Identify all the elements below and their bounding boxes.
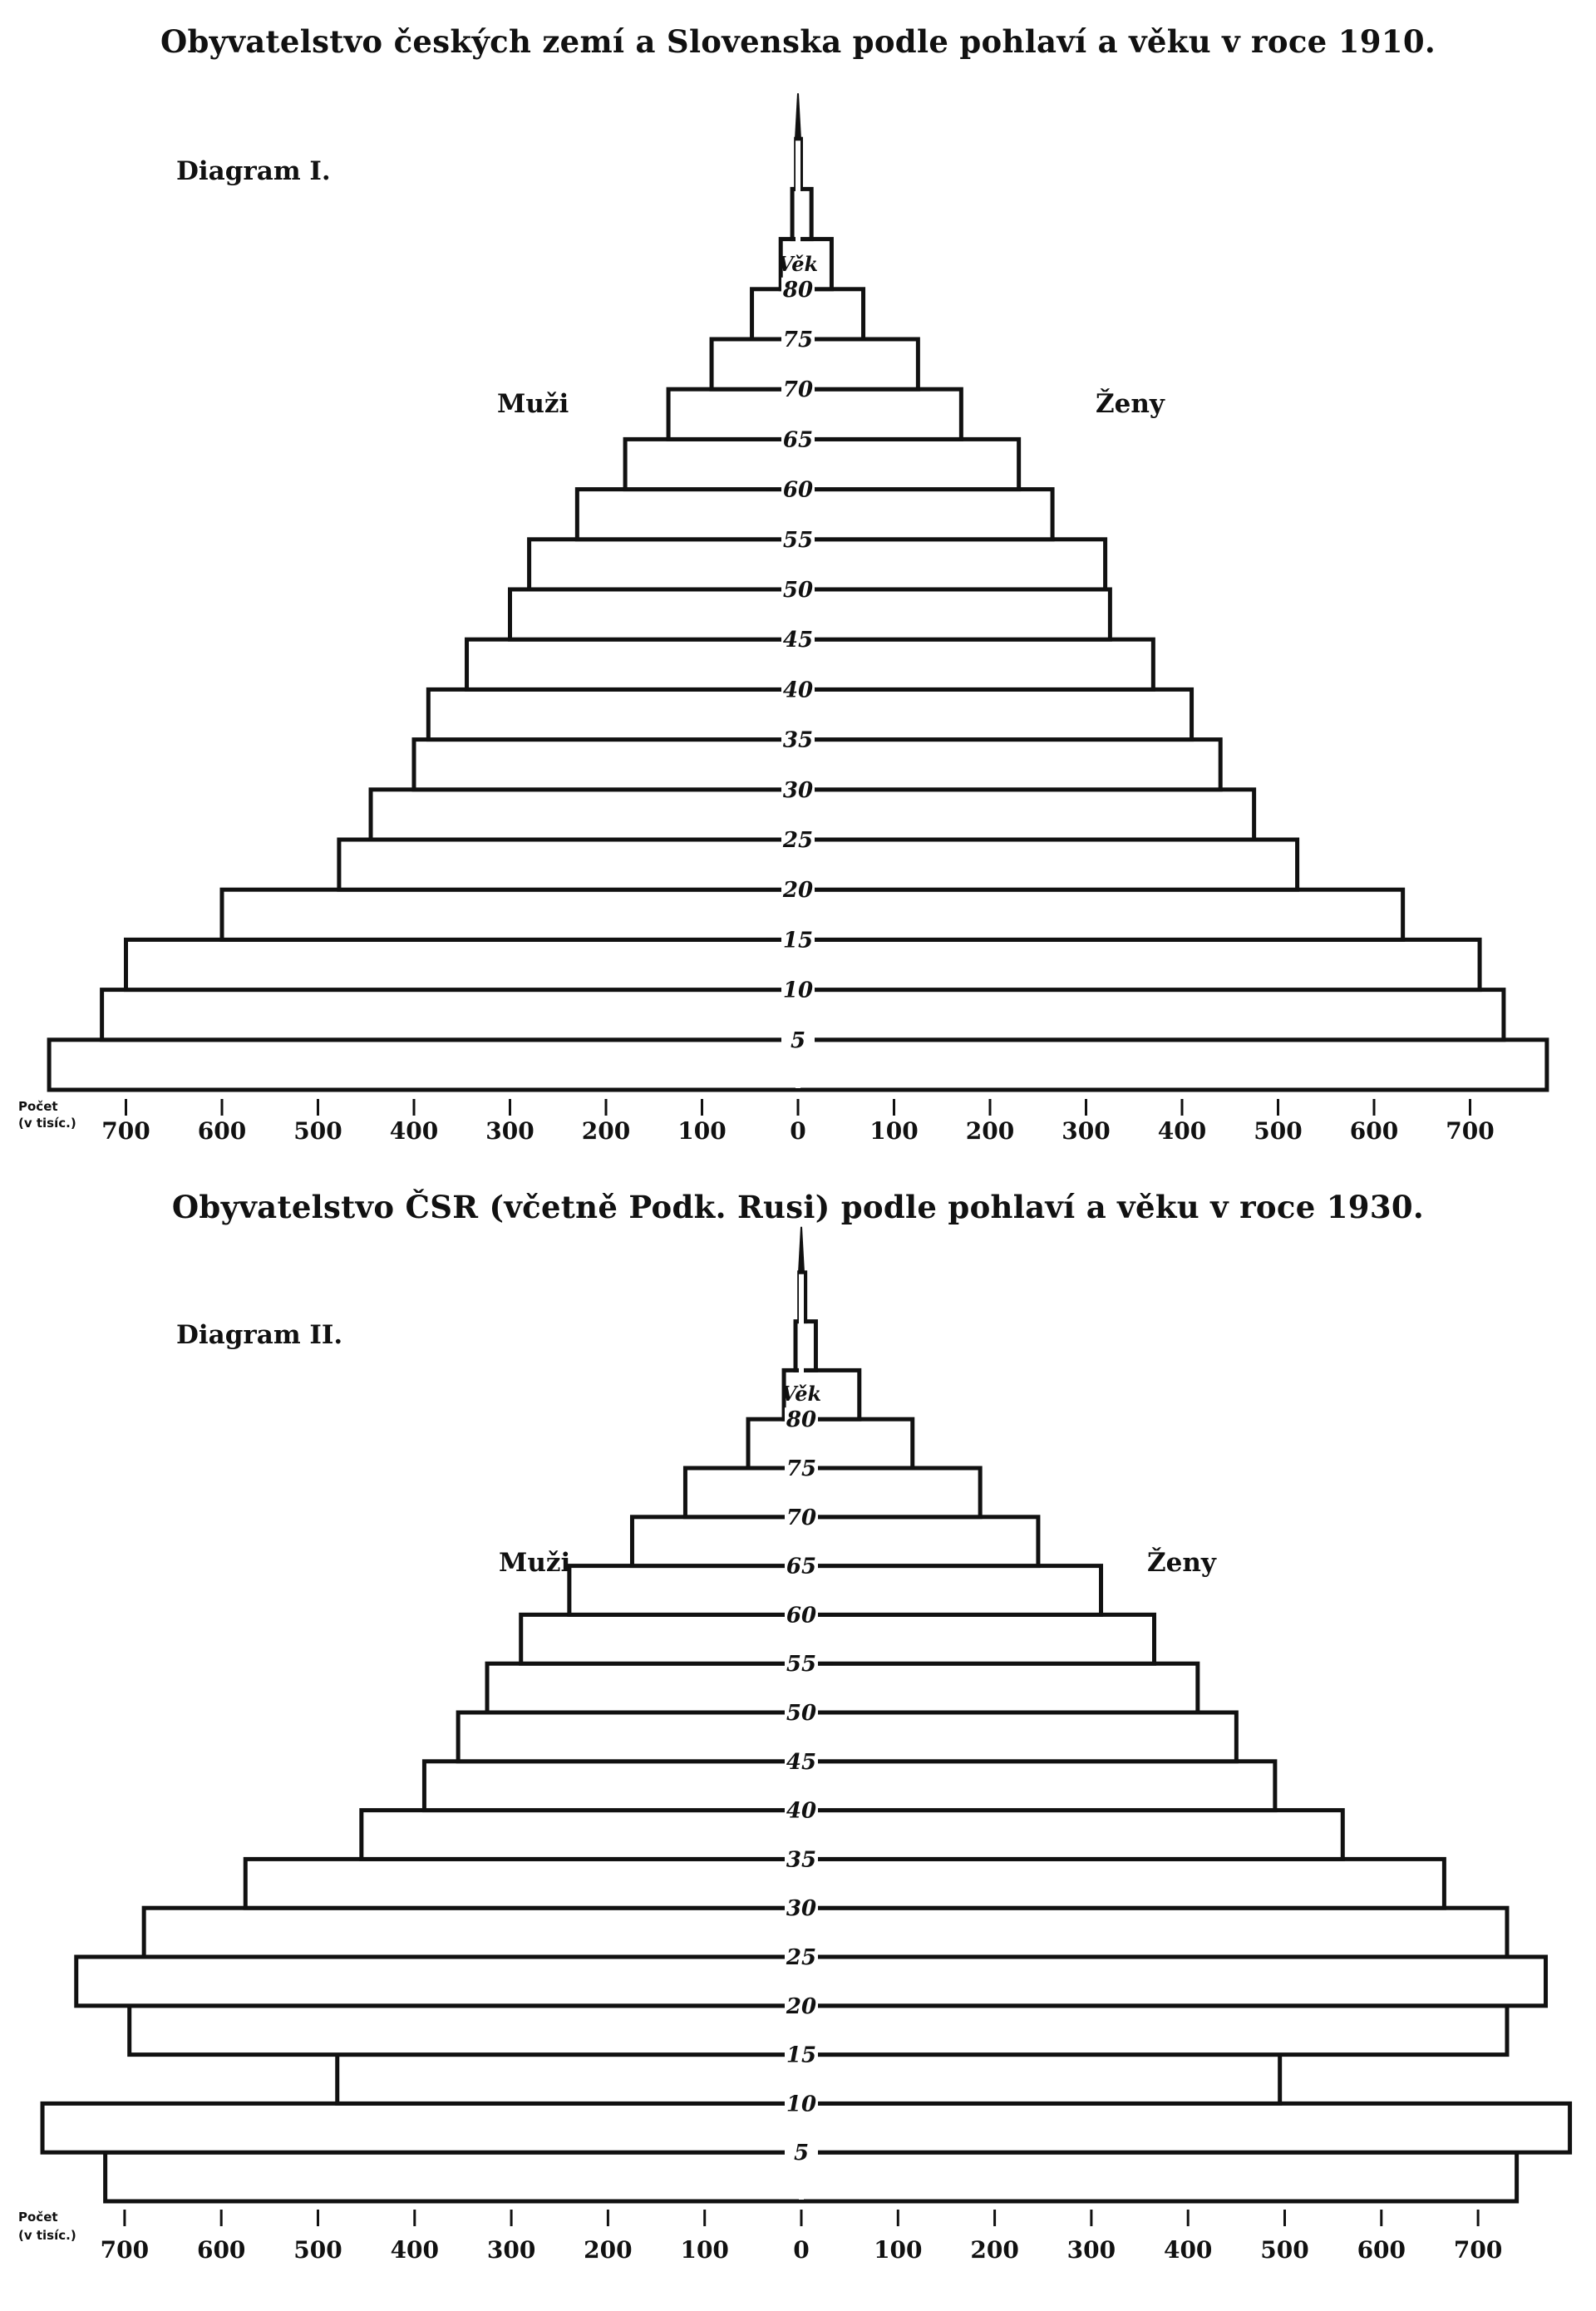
bar-female-35-39 <box>798 689 1192 739</box>
x-axis <box>18 1099 1495 1145</box>
bar-male-65-69 <box>632 1517 801 1566</box>
age-label-45: 45 <box>786 1749 817 1775</box>
bar-female-70-74 <box>801 1468 980 1517</box>
age-label-55: 55 <box>786 1652 817 1678</box>
bar-male-65-69 <box>668 389 798 439</box>
x-tick-label-left-700: 700 <box>101 1117 150 1145</box>
x-tick-label-left-200: 200 <box>581 1117 631 1145</box>
bar-male-50-54 <box>487 1663 801 1712</box>
bar-male-40-44 <box>467 639 798 689</box>
bar-female-40-44 <box>801 1762 1275 1811</box>
bar-female-60-64 <box>798 439 1019 489</box>
bar-male-10-14 <box>337 2055 801 2104</box>
bar-male-40-44 <box>424 1762 801 1811</box>
diagram-label: Diagram I. <box>176 156 331 186</box>
age-label-25: 25 <box>782 828 814 853</box>
bar-male-0-4 <box>49 1040 798 1090</box>
bar-male-30-34 <box>414 740 798 790</box>
bar-female-25-29 <box>801 1908 1507 1957</box>
pyramid-chart-1930 <box>0 1164 1596 2311</box>
x-tick-label-right-400: 400 <box>1157 1117 1207 1145</box>
bar-male-35-39 <box>362 1811 801 1860</box>
x-tick-label-right-300: 300 <box>1062 1117 1111 1145</box>
age-label-50: 50 <box>786 1701 817 1726</box>
x-tick-label-right-700: 700 <box>1446 1117 1495 1145</box>
bar-female-30-34 <box>801 1859 1444 1908</box>
x-tick-label-right-200: 200 <box>965 1117 1015 1145</box>
x-tick-label-left-100: 100 <box>680 2236 729 2264</box>
bar-female-10-14 <box>801 2055 1280 2104</box>
chart-title: Obyvatelstvo ČSR (včetně Podk. Rusi) podle pohlaví a věku v roce 1930. <box>171 1189 1425 1225</box>
bar-female-65-69 <box>801 1517 1038 1566</box>
age-label-30: 30 <box>782 777 814 803</box>
label-men: Muži <box>499 1548 571 1578</box>
bar-male-55-59 <box>577 490 798 540</box>
bar-male-45-49 <box>458 1712 801 1762</box>
x-tick-label-zero: 0 <box>790 1117 806 1145</box>
age-label-10: 10 <box>782 978 814 1003</box>
bar-female-15-19 <box>798 889 1403 939</box>
bar-male-20-24 <box>76 1957 801 2006</box>
bar-male-70-74 <box>685 1468 801 1517</box>
bar-female-35-39 <box>801 1811 1342 1860</box>
bar-female-25-29 <box>798 790 1254 840</box>
bar-female-50-54 <box>798 540 1106 589</box>
x-tick-label-left-200: 200 <box>584 2236 633 2264</box>
age-label-15: 15 <box>782 928 814 953</box>
bar-male-45-49 <box>510 589 799 639</box>
age-label-45: 45 <box>782 628 814 653</box>
age-label-40: 40 <box>782 678 814 703</box>
age-label-30: 30 <box>786 1896 817 1922</box>
x-tick-label-left-300: 300 <box>485 1117 534 1145</box>
axis-caption-count: Počet <box>18 1099 58 1114</box>
pyramid-plot <box>0 1164 1596 2311</box>
bar-male-15-19 <box>130 2006 801 2055</box>
bar-female-0-4 <box>798 1040 1547 1090</box>
age-label-55: 55 <box>782 527 814 553</box>
x-tick-label-left-400: 400 <box>389 1117 439 1145</box>
age-label-60: 60 <box>786 1603 817 1629</box>
x-tick-label-right-600: 600 <box>1349 1117 1399 1145</box>
bar-male-5-9 <box>42 2103 801 2152</box>
x-tick-label-zero: 0 <box>793 2236 810 2264</box>
bar-male-30-34 <box>245 1859 801 1908</box>
x-axis <box>18 2210 1502 2264</box>
axis-caption-count: Počet <box>18 2210 58 2225</box>
age-label-35: 35 <box>782 727 814 753</box>
bar-male-60-64 <box>625 439 798 489</box>
bar-male-0-4 <box>106 2152 801 2201</box>
x-tick-label-right-600: 600 <box>1357 2236 1406 2264</box>
bar-female-75-79 <box>801 1419 913 1468</box>
bar-male-35-39 <box>428 689 798 739</box>
bar-female-5-9 <box>798 990 1504 1040</box>
x-tick-label-right-400: 400 <box>1163 2236 1213 2264</box>
x-tick-label-left-100: 100 <box>677 1117 727 1145</box>
age-label-75: 75 <box>782 328 814 352</box>
bar-male-60-64 <box>569 1566 801 1615</box>
apex-spike <box>798 1227 805 1273</box>
bar-female-5-9 <box>801 2103 1570 2152</box>
bar-female-40-44 <box>798 639 1153 689</box>
x-tick-label-left-700: 700 <box>100 2236 150 2264</box>
bar-female-45-49 <box>801 1712 1236 1762</box>
x-tick-label-left-600: 600 <box>196 2236 246 2264</box>
bar-female-20-24 <box>798 840 1298 889</box>
axis-caption-unit: (v tisíc.) <box>18 2228 76 2243</box>
age-label-80: 80 <box>782 277 814 303</box>
x-tick-label-right-300: 300 <box>1066 2236 1116 2264</box>
label-women: Ženy <box>1147 1548 1216 1578</box>
x-tick-label-left-400: 400 <box>390 2236 440 2264</box>
chart-title: Obyvatelstvo českých zemí a Slovenska podle pohlaví a věku v roce 1910. <box>160 23 1436 60</box>
age-label-40: 40 <box>786 1798 817 1824</box>
x-tick-label-right-500: 500 <box>1260 2236 1309 2264</box>
age-header: Věk <box>777 251 819 276</box>
age-label-80: 80 <box>786 1407 817 1433</box>
age-label-50: 50 <box>782 578 814 603</box>
bar-female-50-54 <box>801 1663 1198 1712</box>
bar-female-55-59 <box>801 1614 1154 1663</box>
bar-female-45-49 <box>798 589 1110 639</box>
bar-female-60-64 <box>801 1566 1101 1615</box>
age-label-15: 15 <box>786 2042 817 2068</box>
bar-male-50-54 <box>530 540 798 589</box>
age-label-70: 70 <box>786 1505 817 1530</box>
axis-caption-unit: (v tisíc.) <box>18 1116 76 1131</box>
bar-male-55-59 <box>521 1614 801 1663</box>
age-label-65: 65 <box>782 427 814 453</box>
x-tick-label-right-700: 700 <box>1453 2236 1503 2264</box>
bar-female-70-74 <box>798 339 918 389</box>
age-label-75: 75 <box>786 1456 817 1481</box>
label-women: Ženy <box>1096 389 1165 419</box>
age-label-25: 25 <box>786 1945 817 1970</box>
bar-male-15-19 <box>222 889 798 939</box>
bar-female-65-69 <box>798 389 961 439</box>
age-label-65: 65 <box>786 1554 817 1579</box>
bar-male-20-24 <box>339 840 798 889</box>
age-label-5: 5 <box>790 1027 806 1053</box>
bar-female-30-34 <box>798 740 1220 790</box>
bar-male-25-29 <box>144 1908 801 1957</box>
x-tick-label-left-600: 600 <box>197 1117 247 1145</box>
label-men: Muži <box>497 389 569 419</box>
age-header: Věk <box>781 1382 822 1407</box>
age-label-10: 10 <box>786 2092 817 2117</box>
bar-female-20-24 <box>801 1957 1546 2006</box>
x-tick-label-right-100: 100 <box>869 1117 919 1145</box>
bar-male-5-9 <box>102 990 798 1040</box>
age-label-35: 35 <box>786 1847 817 1873</box>
x-tick-label-left-500: 500 <box>293 2236 342 2264</box>
bar-female-15-19 <box>801 2006 1507 2055</box>
age-label-5: 5 <box>793 2141 810 2166</box>
x-tick-label-right-100: 100 <box>874 2236 923 2264</box>
age-label-20: 20 <box>786 1993 817 2019</box>
bar-female-0-4 <box>801 2152 1517 2201</box>
x-tick-label-right-200: 200 <box>970 2236 1019 2264</box>
age-label-20: 20 <box>782 878 814 904</box>
bar-female-10-14 <box>798 939 1480 989</box>
age-label-60: 60 <box>782 477 814 503</box>
diagram-label: Diagram II. <box>176 1320 343 1350</box>
bar-male-10-14 <box>126 939 799 989</box>
x-tick-label-left-500: 500 <box>293 1117 342 1145</box>
bar-male-25-29 <box>371 790 798 840</box>
x-tick-label-left-300: 300 <box>486 2236 536 2264</box>
x-tick-label-right-500: 500 <box>1254 1117 1303 1145</box>
age-label-70: 70 <box>782 377 814 403</box>
apex-spike <box>795 93 801 139</box>
bar-female-55-59 <box>798 490 1052 540</box>
